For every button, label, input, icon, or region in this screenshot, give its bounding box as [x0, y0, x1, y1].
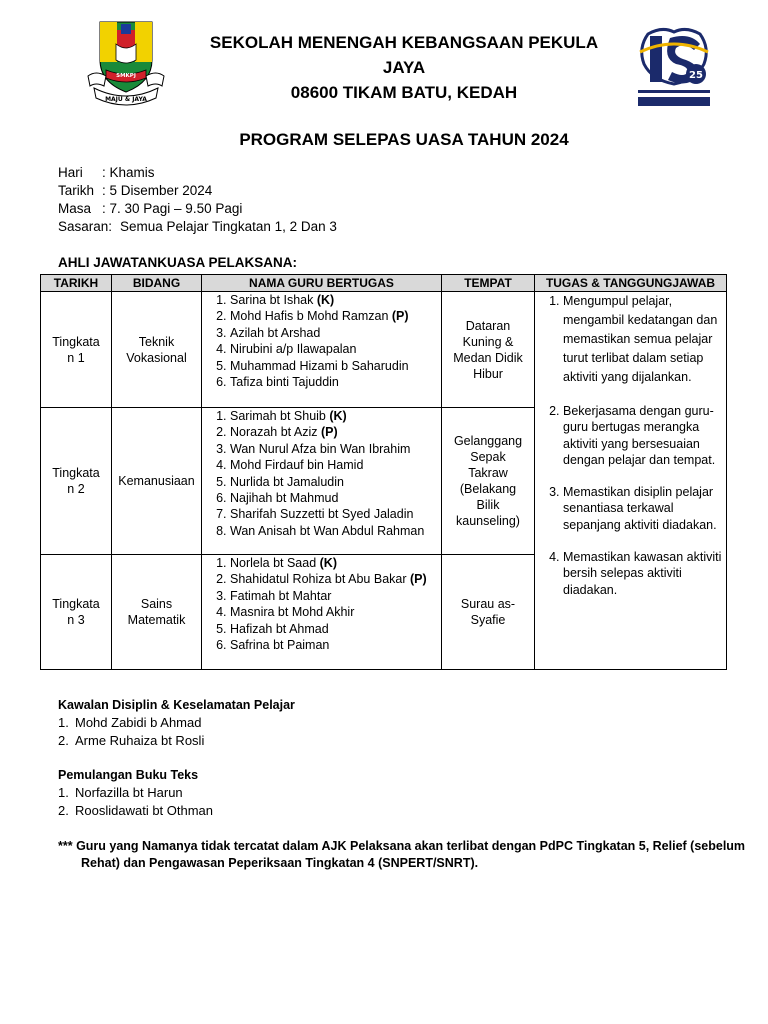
list-item: [230, 474, 437, 490]
info-sasaran-label: Sasaran:: [58, 219, 113, 234]
teacher-name: Masnira bt Mohd Akhir: [230, 605, 355, 620]
anniversary-logo: [634, 24, 714, 120]
role-tag: (P): [409, 572, 427, 587]
list-item: [230, 637, 437, 653]
tempat-text: Takraw: [468, 466, 508, 480]
tempat-text: Hibur: [473, 366, 503, 381]
teacher-name: Mohd Firdauf bin Hamid: [230, 458, 364, 473]
nama-cell: [202, 555, 442, 670]
duty-item: 4. Memastikan kawasan aktiviti bersih selepas aktiviti diadakan.: [563, 549, 722, 598]
crest-banner-text: SMKPJ: [116, 73, 136, 79]
tarikh-text: Tingkata: [52, 597, 100, 611]
school-name: [180, 30, 628, 105]
list-item: [230, 408, 437, 424]
teacher-name: Najihah bt Mahmud: [230, 491, 339, 506]
header-tarikh: TARIKH: [41, 275, 112, 292]
teacher-name: Norlela bt Saad: [230, 556, 320, 570]
role-tag: (K): [329, 409, 347, 423]
bidang-text: Sains: [140, 597, 173, 611]
crest-motto-text: MAJU & JAYA: [105, 96, 147, 103]
teacher-name: Sarina bt Ishak: [230, 293, 317, 307]
teacher-name: Fatimah bt Mahtar: [230, 588, 332, 603]
list-item: [230, 604, 437, 620]
list-item: [230, 358, 437, 374]
bidang-text: Kemanusiaan: [118, 474, 195, 488]
info-sasaran: [58, 218, 337, 236]
disiplin-name: Arme Ruhaiza bt Rosli: [75, 733, 205, 748]
list-item: [230, 308, 437, 324]
bidang-cell: [112, 555, 202, 670]
list-item: [230, 424, 437, 440]
nama-cell: [202, 292, 442, 408]
buku-list: [58, 784, 213, 820]
buku-title: Pemulangan Buku Teks: [58, 768, 199, 782]
table-header-row: [41, 275, 727, 292]
tarikh-text: n 1: [67, 350, 85, 365]
info-tarikh-label: Tarikh: [58, 183, 95, 198]
teacher-name: Azilah bt Arshad: [230, 325, 321, 340]
teacher-name: Wan Anisah bt Wan Abdul Rahman: [230, 523, 425, 538]
list-item: 1. Norfazilla bt Harun: [58, 785, 183, 800]
info-hari-value: : Khamis: [102, 165, 155, 180]
nama-cell: [202, 408, 442, 555]
tempat-cell: [442, 555, 535, 670]
disiplin-title: Kawalan Disiplin & Keselamatan Pelajar: [58, 698, 295, 712]
bidang-text: Teknik: [138, 334, 175, 349]
tempat-text: kaunseling): [456, 514, 520, 528]
tempat-text: Dataran: [465, 318, 511, 333]
list-item: [230, 555, 437, 571]
header-tempat: TEMPAT: [442, 275, 535, 292]
school-address: 08600 TIKAM BATU, KEDAH: [290, 83, 518, 102]
list-item: [230, 506, 437, 522]
list-item: 2. Arme Ruhaiza bt Rosli: [58, 733, 205, 748]
bidang-text: Vokasional: [126, 350, 187, 365]
tarikh-cell: [41, 555, 112, 670]
header-tugas: TUGAS & TANGGUNGJAWAB: [535, 275, 727, 292]
tempat-text: Surau as-: [460, 597, 516, 611]
teacher-name: Sharifah Suzzetti bt Syed Jaladin: [230, 507, 414, 522]
info-sasaran-value: Semua Pelajar Tingkatan 1, 2 Dan 3: [120, 219, 337, 234]
tarikh-text: n 2: [67, 482, 85, 496]
teacher-name: Wan Nurul Afza bin Wan Ibrahim: [230, 441, 411, 456]
list-item: [230, 341, 437, 357]
info-hari-label: Hari: [58, 165, 83, 180]
teacher-name: Sarimah bt Shuib: [230, 409, 330, 423]
bidang-text: Matematik: [127, 613, 186, 627]
list-item: 2. Rooslidawati bt Othman: [58, 803, 214, 818]
tarikh-cell: [41, 408, 112, 555]
teacher-list: [206, 408, 437, 539]
header-nama: NAMA GURU BERTUGAS: [202, 275, 442, 292]
teacher-name: Shahidatul Rohiza bt Abu Bakar: [230, 572, 410, 587]
school-crest-logo: [86, 20, 166, 108]
school-name-line1: SEKOLAH MENENGAH KEBANGSAAN PEKULA: [209, 33, 599, 52]
duty-item: 2. Bekerjasama dengan guru-guru bertugas merangka aktiviti yang bersesuaian dengan pelajar dan tempat.: [563, 403, 722, 468]
header-bidang: BIDANG: [112, 275, 202, 292]
ajk-heading: AHLI JAWATANKUASA PELAKSANA:: [58, 255, 297, 270]
bidang-cell: [112, 292, 202, 408]
bidang-cell: [112, 408, 202, 555]
tempat-text: (Belakang: [459, 482, 517, 496]
list-item: [230, 441, 437, 457]
tempat-cell: [442, 292, 535, 408]
program-title: PROGRAM SELEPAS UASA TAHUN 2024: [239, 130, 569, 149]
duty-list: [539, 292, 722, 598]
tempat-text: Sepak: [470, 450, 506, 464]
disiplin-list: [58, 714, 204, 750]
teacher-name: Nirubini a/p Ilawapalan: [230, 342, 357, 357]
tempat-text: Bilik: [476, 498, 500, 512]
role-tag: (K): [316, 293, 335, 307]
tarikh-text: Tingkata: [52, 334, 100, 349]
list-item: [230, 457, 437, 473]
info-masa: [58, 200, 337, 218]
info-tarikh-value: : 5 Disember 2024: [102, 183, 213, 198]
role-tag: (P): [391, 309, 409, 324]
teacher-name: Mohd Hafis b Mohd Ramzan: [230, 309, 392, 324]
list-item: 1. Mohd Zabidi b Ahmad: [58, 715, 202, 730]
tarikh-text: Tingkata: [52, 466, 100, 480]
teacher-list: [206, 555, 437, 653]
info-masa-value: : 7. 30 Pagi – 9.50 Pagi: [102, 201, 243, 216]
teacher-list: [206, 292, 437, 390]
tugas-cell: [535, 292, 727, 670]
disiplin-name: Mohd Zabidi b Ahmad: [75, 715, 202, 730]
event-info: [58, 164, 337, 236]
teacher-name: Nurlida bt Jamaludin: [230, 474, 344, 489]
teacher-name: Norazah bt Aziz: [230, 425, 322, 440]
list-item: [230, 490, 437, 506]
table-row: [41, 292, 727, 408]
list-item: [230, 571, 437, 587]
role-tag: (P): [321, 425, 338, 440]
buku-name: Norfazilla bt Harun: [75, 785, 183, 800]
list-item: [230, 621, 437, 637]
anniversary-number: 25: [689, 70, 703, 81]
list-item: [230, 374, 437, 390]
tempat-text: Medan Didik: [453, 350, 523, 365]
tempat-text: Gelanggang: [453, 434, 523, 448]
list-item: [230, 292, 437, 308]
footnote: *** Guru yang Namanya tidak tercatat dalam AJK Pelaksana akan terlibat dengan PdPC Tingkatan 5, Relief (sebelum Rehat) dan Pengawasan Peperiksaan Tingkatan 4 (SNPERT/SNRT).: [58, 839, 746, 870]
buku-name: Rooslidawati bt Othman: [75, 803, 214, 818]
school-name-line2: JAYA: [382, 58, 426, 77]
tarikh-text: n 3: [67, 613, 85, 627]
duty-item: 1. Mengumpul pelajar, mengambil kedatangan dan memastikan semua pelajar turut terlibat dalam setiap aktiviti yang dijalankan.: [563, 292, 722, 387]
info-tarikh: [58, 182, 337, 200]
role-tag: (K): [319, 556, 337, 570]
list-item: [230, 523, 437, 539]
info-masa-label: Masa: [58, 201, 92, 216]
list-item: [230, 325, 437, 341]
committee-table: [40, 274, 727, 670]
teacher-name: Safrina bt Paiman: [230, 638, 330, 653]
tarikh-cell: [41, 292, 112, 408]
teacher-name: Muhammad Hizami b Saharudin: [230, 358, 409, 373]
info-hari: [58, 164, 337, 182]
tempat-text: Syafie: [470, 613, 506, 627]
tempat-text: Kuning &: [462, 334, 514, 349]
duty-item: 3. Memastikan disiplin pelajar senantiasa terkawal sepanjang aktiviti diadakan.: [563, 484, 722, 533]
list-item: [230, 588, 437, 604]
teacher-name: Tafiza binti Tajuddin: [230, 375, 339, 390]
teacher-name: Hafizah bt Ahmad: [230, 621, 329, 636]
tempat-cell: [442, 408, 535, 555]
